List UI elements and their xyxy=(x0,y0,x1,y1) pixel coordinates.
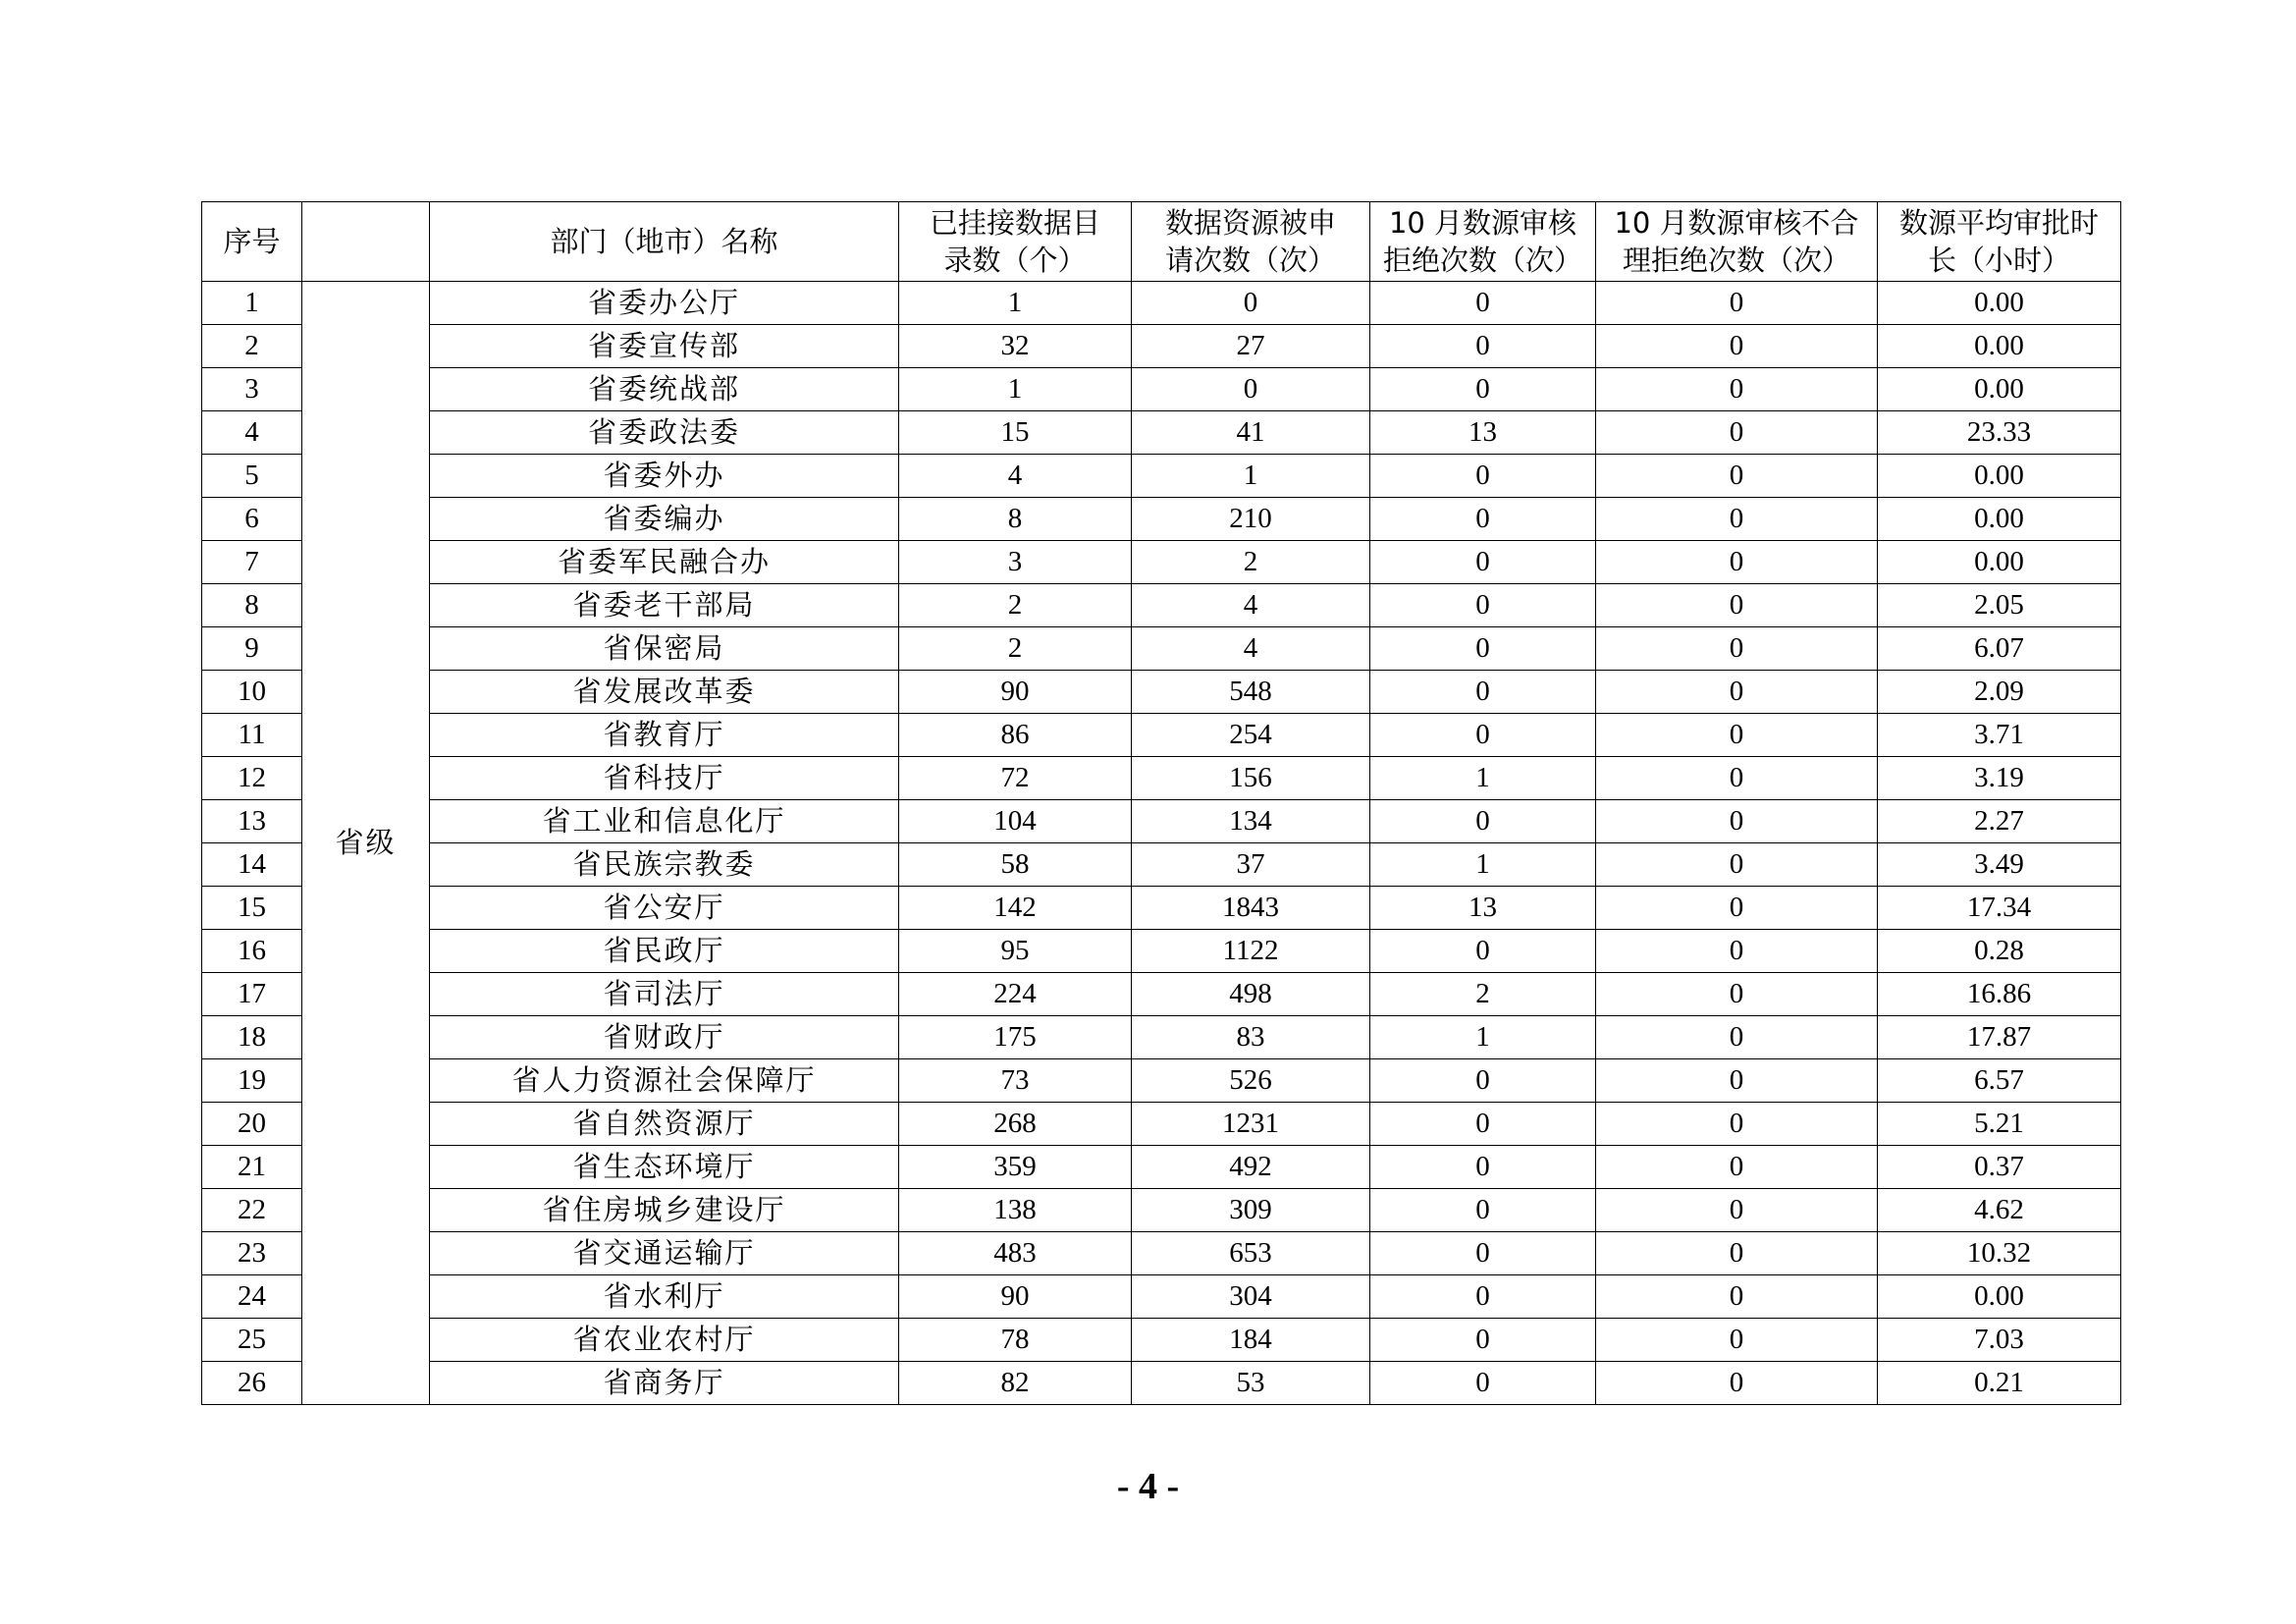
cell-unreasonable-rejection-count: 0 xyxy=(1596,1189,1878,1232)
cell-catalog-count: 90 xyxy=(899,1275,1132,1319)
cell-department-name: 省委政法委 xyxy=(430,411,899,455)
cell-avg-approval-hours: 0.00 xyxy=(1878,368,2121,411)
cell-catalog-count: 224 xyxy=(899,973,1132,1016)
cell-rejection-count: 0 xyxy=(1370,455,1596,498)
table-row xyxy=(202,325,2121,368)
cell-catalog-count: 86 xyxy=(899,714,1132,757)
table-row xyxy=(202,1319,2121,1362)
header-text-line: 序号 xyxy=(223,225,281,258)
cell-request-count: 1 xyxy=(1132,455,1370,498)
header-text-line: 10 月数源审核 xyxy=(1388,206,1577,240)
cell-request-count: 0 xyxy=(1132,368,1370,411)
cell-unreasonable-rejection-count: 0 xyxy=(1596,843,1878,887)
table-body xyxy=(202,282,2121,1405)
cell-department-name: 省委办公厅 xyxy=(430,282,899,325)
cell-rejection-count: 0 xyxy=(1370,671,1596,714)
cell-serial-no: 22 xyxy=(202,1189,302,1232)
cell-department-name: 省委老干部局 xyxy=(430,584,899,627)
cell-request-count: 492 xyxy=(1132,1146,1370,1189)
cell-request-count: 210 xyxy=(1132,498,1370,541)
cell-rejection-count: 13 xyxy=(1370,887,1596,930)
table-row xyxy=(202,973,2121,1016)
cell-serial-no: 12 xyxy=(202,757,302,800)
cell-unreasonable-rejection-count: 0 xyxy=(1596,1146,1878,1189)
cell-catalog-count: 4 xyxy=(899,455,1132,498)
cell-department-name: 省司法厅 xyxy=(430,973,899,1016)
header-catalog-count xyxy=(899,202,1132,282)
cell-department-name: 省水利厅 xyxy=(430,1275,899,1319)
cell-unreasonable-rejection-count: 0 xyxy=(1596,973,1878,1016)
cell-rejection-count: 1 xyxy=(1370,1016,1596,1059)
cell-unreasonable-rejection-count: 0 xyxy=(1596,714,1878,757)
cell-unreasonable-rejection-count: 0 xyxy=(1596,1362,1878,1405)
cell-avg-approval-hours: 0.21 xyxy=(1878,1362,2121,1405)
table-row xyxy=(202,1016,2121,1059)
cell-request-count: 184 xyxy=(1132,1319,1370,1362)
cell-unreasonable-rejection-count: 0 xyxy=(1596,411,1878,455)
table-row xyxy=(202,1232,2121,1275)
cell-rejection-count: 0 xyxy=(1370,1059,1596,1103)
table-row xyxy=(202,584,2121,627)
cell-unreasonable-rejection-count: 0 xyxy=(1596,368,1878,411)
cell-rejection-count: 1 xyxy=(1370,757,1596,800)
cell-serial-no: 16 xyxy=(202,930,302,973)
header-rejection-count xyxy=(1370,202,1596,282)
cell-avg-approval-hours: 17.34 xyxy=(1878,887,2121,930)
cell-catalog-count: 359 xyxy=(899,1146,1132,1189)
cell-avg-approval-hours: 0.37 xyxy=(1878,1146,2121,1189)
table-header xyxy=(202,202,2121,282)
cell-level-group: 省级 xyxy=(302,282,430,1405)
cell-serial-no: 19 xyxy=(202,1059,302,1103)
cell-avg-approval-hours: 0.00 xyxy=(1878,1275,2121,1319)
cell-catalog-count: 104 xyxy=(899,800,1132,843)
cell-department-name: 省民族宗教委 xyxy=(430,843,899,887)
header-text-line: 数据资源被申 xyxy=(1164,206,1336,240)
header-request-count xyxy=(1132,202,1370,282)
cell-catalog-count: 3 xyxy=(899,541,1132,584)
table-row xyxy=(202,843,2121,887)
cell-catalog-count: 72 xyxy=(899,757,1132,800)
cell-department-name: 省农业农村厅 xyxy=(430,1319,899,1362)
table-row xyxy=(202,757,2121,800)
cell-department-name: 省委军民融合办 xyxy=(430,541,899,584)
cell-catalog-count: 73 xyxy=(899,1059,1132,1103)
table-row xyxy=(202,1059,2121,1103)
cell-serial-no: 6 xyxy=(202,498,302,541)
table-row xyxy=(202,411,2121,455)
cell-request-count: 548 xyxy=(1132,671,1370,714)
header-text-line: 部门（地市）名称 xyxy=(550,225,778,258)
cell-unreasonable-rejection-count: 0 xyxy=(1596,282,1878,325)
cell-request-count: 653 xyxy=(1132,1232,1370,1275)
cell-catalog-count: 2 xyxy=(899,584,1132,627)
cell-catalog-count: 1 xyxy=(899,368,1132,411)
cell-unreasonable-rejection-count: 0 xyxy=(1596,455,1878,498)
cell-request-count: 41 xyxy=(1132,411,1370,455)
table-row xyxy=(202,627,2121,671)
cell-department-name: 省发展改革委 xyxy=(430,671,899,714)
cell-rejection-count: 0 xyxy=(1370,325,1596,368)
table-row xyxy=(202,282,2121,325)
cell-unreasonable-rejection-count: 0 xyxy=(1596,1059,1878,1103)
header-avg-approval-hours xyxy=(1878,202,2121,282)
cell-serial-no: 21 xyxy=(202,1146,302,1189)
cell-avg-approval-hours: 17.87 xyxy=(1878,1016,2121,1059)
cell-rejection-count: 0 xyxy=(1370,1103,1596,1146)
header-text-line: 拒绝次数（次） xyxy=(1382,244,1582,277)
cell-unreasonable-rejection-count: 0 xyxy=(1596,1016,1878,1059)
header-text-line: 录数（个） xyxy=(943,244,1087,277)
cell-avg-approval-hours: 0.00 xyxy=(1878,455,2121,498)
cell-unreasonable-rejection-count: 0 xyxy=(1596,757,1878,800)
cell-rejection-count: 0 xyxy=(1370,282,1596,325)
table-row xyxy=(202,800,2121,843)
cell-department-name: 省保密局 xyxy=(430,627,899,671)
cell-department-name: 省财政厅 xyxy=(430,1016,899,1059)
header-text-line: 数源平均审批时 xyxy=(1898,206,2099,240)
cell-serial-no: 13 xyxy=(202,800,302,843)
cell-serial-no: 7 xyxy=(202,541,302,584)
cell-catalog-count: 58 xyxy=(899,843,1132,887)
cell-serial-no: 15 xyxy=(202,887,302,930)
cell-catalog-count: 268 xyxy=(899,1103,1132,1146)
table-row xyxy=(202,1275,2121,1319)
table-row xyxy=(202,887,2121,930)
cell-department-name: 省人力资源社会保障厅 xyxy=(430,1059,899,1103)
cell-request-count: 309 xyxy=(1132,1189,1370,1232)
cell-department-name: 省交通运输厅 xyxy=(430,1232,899,1275)
cell-catalog-count: 32 xyxy=(899,325,1132,368)
cell-catalog-count: 78 xyxy=(899,1319,1132,1362)
cell-rejection-count: 2 xyxy=(1370,973,1596,1016)
cell-rejection-count: 0 xyxy=(1370,930,1596,973)
cell-rejection-count: 0 xyxy=(1370,627,1596,671)
cell-serial-no: 10 xyxy=(202,671,302,714)
cell-request-count: 1231 xyxy=(1132,1103,1370,1146)
cell-rejection-count: 1 xyxy=(1370,843,1596,887)
cell-avg-approval-hours: 0.28 xyxy=(1878,930,2121,973)
cell-request-count: 254 xyxy=(1132,714,1370,757)
cell-unreasonable-rejection-count: 0 xyxy=(1596,1319,1878,1362)
table-row xyxy=(202,455,2121,498)
cell-unreasonable-rejection-count: 0 xyxy=(1596,1232,1878,1275)
cell-request-count: 2 xyxy=(1132,541,1370,584)
table-row xyxy=(202,1362,2121,1405)
cell-serial-no: 1 xyxy=(202,282,302,325)
cell-rejection-count: 13 xyxy=(1370,411,1596,455)
cell-catalog-count: 483 xyxy=(899,1232,1132,1275)
cell-request-count: 4 xyxy=(1132,584,1370,627)
header-text-line: 请次数（次） xyxy=(1164,244,1336,277)
table-row xyxy=(202,1146,2121,1189)
cell-avg-approval-hours: 16.86 xyxy=(1878,973,2121,1016)
cell-catalog-count: 2 xyxy=(899,627,1132,671)
cell-unreasonable-rejection-count: 0 xyxy=(1596,541,1878,584)
header-text-line: 长（小时） xyxy=(1927,244,2070,277)
data-resource-table xyxy=(201,201,2121,1405)
table-row xyxy=(202,714,2121,757)
cell-department-name: 省委统战部 xyxy=(430,368,899,411)
cell-unreasonable-rejection-count: 0 xyxy=(1596,1103,1878,1146)
cell-request-count: 83 xyxy=(1132,1016,1370,1059)
table-row xyxy=(202,368,2121,411)
cell-serial-no: 24 xyxy=(202,1275,302,1319)
cell-request-count: 498 xyxy=(1132,973,1370,1016)
cell-avg-approval-hours: 2.09 xyxy=(1878,671,2121,714)
header-serial-no xyxy=(202,202,302,282)
cell-department-name: 省生态环境厅 xyxy=(430,1146,899,1189)
cell-rejection-count: 0 xyxy=(1370,541,1596,584)
cell-avg-approval-hours: 23.33 xyxy=(1878,411,2121,455)
cell-avg-approval-hours: 3.71 xyxy=(1878,714,2121,757)
cell-serial-no: 26 xyxy=(202,1362,302,1405)
cell-rejection-count: 0 xyxy=(1370,1189,1596,1232)
cell-request-count: 1843 xyxy=(1132,887,1370,930)
cell-avg-approval-hours: 6.07 xyxy=(1878,627,2121,671)
cell-rejection-count: 0 xyxy=(1370,714,1596,757)
cell-rejection-count: 0 xyxy=(1370,1319,1596,1362)
cell-catalog-count: 95 xyxy=(899,930,1132,973)
cell-department-name: 省委宣传部 xyxy=(430,325,899,368)
cell-department-name: 省公安厅 xyxy=(430,887,899,930)
cell-department-name: 省委外办 xyxy=(430,455,899,498)
cell-department-name: 省民政厅 xyxy=(430,930,899,973)
header-unreasonable-rejection-count xyxy=(1596,202,1878,282)
cell-rejection-count: 0 xyxy=(1370,1275,1596,1319)
cell-unreasonable-rejection-count: 0 xyxy=(1596,325,1878,368)
cell-avg-approval-hours: 3.49 xyxy=(1878,843,2121,887)
table-row xyxy=(202,671,2121,714)
cell-avg-approval-hours: 5.21 xyxy=(1878,1103,2121,1146)
cell-department-name: 省商务厅 xyxy=(430,1362,899,1405)
header-text-line: 已挂接数据目 xyxy=(929,206,1100,240)
cell-avg-approval-hours: 0.00 xyxy=(1878,541,2121,584)
cell-rejection-count: 0 xyxy=(1370,1362,1596,1405)
cell-avg-approval-hours: 0.00 xyxy=(1878,498,2121,541)
cell-department-name: 省委编办 xyxy=(430,498,899,541)
cell-department-name: 省科技厅 xyxy=(430,757,899,800)
header-row xyxy=(202,202,2121,282)
cell-avg-approval-hours: 6.57 xyxy=(1878,1059,2121,1103)
cell-serial-no: 23 xyxy=(202,1232,302,1275)
cell-avg-approval-hours: 7.03 xyxy=(1878,1319,2121,1362)
cell-rejection-count: 0 xyxy=(1370,584,1596,627)
cell-serial-no: 9 xyxy=(202,627,302,671)
cell-unreasonable-rejection-count: 0 xyxy=(1596,930,1878,973)
header-text-line: 10 月数源审核不合 xyxy=(1614,206,1859,240)
cell-serial-no: 8 xyxy=(202,584,302,627)
cell-request-count: 156 xyxy=(1132,757,1370,800)
cell-serial-no: 11 xyxy=(202,714,302,757)
header-level xyxy=(302,202,430,282)
cell-request-count: 304 xyxy=(1132,1275,1370,1319)
cell-serial-no: 17 xyxy=(202,973,302,1016)
cell-catalog-count: 8 xyxy=(899,498,1132,541)
cell-unreasonable-rejection-count: 0 xyxy=(1596,627,1878,671)
cell-catalog-count: 175 xyxy=(899,1016,1132,1059)
cell-avg-approval-hours: 0.00 xyxy=(1878,282,2121,325)
cell-serial-no: 14 xyxy=(202,843,302,887)
cell-unreasonable-rejection-count: 0 xyxy=(1596,800,1878,843)
cell-catalog-count: 138 xyxy=(899,1189,1132,1232)
table-row xyxy=(202,930,2121,973)
cell-serial-no: 3 xyxy=(202,368,302,411)
cell-catalog-count: 82 xyxy=(899,1362,1132,1405)
cell-avg-approval-hours: 2.05 xyxy=(1878,584,2121,627)
cell-serial-no: 25 xyxy=(202,1319,302,1362)
header-department-name xyxy=(430,202,899,282)
cell-avg-approval-hours: 2.27 xyxy=(1878,800,2121,843)
cell-serial-no: 20 xyxy=(202,1103,302,1146)
cell-rejection-count: 0 xyxy=(1370,800,1596,843)
cell-request-count: 4 xyxy=(1132,627,1370,671)
cell-department-name: 省住房城乡建设厅 xyxy=(430,1189,899,1232)
cell-catalog-count: 15 xyxy=(899,411,1132,455)
cell-serial-no: 18 xyxy=(202,1016,302,1059)
cell-serial-no: 4 xyxy=(202,411,302,455)
cell-rejection-count: 0 xyxy=(1370,1146,1596,1189)
table-row xyxy=(202,541,2121,584)
cell-request-count: 526 xyxy=(1132,1059,1370,1103)
cell-serial-no: 5 xyxy=(202,455,302,498)
cell-request-count: 53 xyxy=(1132,1362,1370,1405)
header-text-line: 理拒绝次数（次） xyxy=(1622,244,1850,277)
table-row xyxy=(202,1103,2121,1146)
cell-department-name: 省教育厅 xyxy=(430,714,899,757)
cell-department-name: 省工业和信息化厅 xyxy=(430,800,899,843)
cell-request-count: 27 xyxy=(1132,325,1370,368)
cell-request-count: 134 xyxy=(1132,800,1370,843)
cell-request-count: 0 xyxy=(1132,282,1370,325)
cell-catalog-count: 1 xyxy=(899,282,1132,325)
cell-catalog-count: 142 xyxy=(899,887,1132,930)
cell-unreasonable-rejection-count: 0 xyxy=(1596,584,1878,627)
cell-avg-approval-hours: 3.19 xyxy=(1878,757,2121,800)
cell-unreasonable-rejection-count: 0 xyxy=(1596,887,1878,930)
cell-rejection-count: 0 xyxy=(1370,1232,1596,1275)
page-number: - 4 - xyxy=(1116,1466,1180,1507)
cell-unreasonable-rejection-count: 0 xyxy=(1596,498,1878,541)
cell-request-count: 1122 xyxy=(1132,930,1370,973)
table-row xyxy=(202,1189,2121,1232)
cell-unreasonable-rejection-count: 0 xyxy=(1596,671,1878,714)
cell-avg-approval-hours: 4.62 xyxy=(1878,1189,2121,1232)
cell-request-count: 37 xyxy=(1132,843,1370,887)
cell-department-name: 省自然资源厅 xyxy=(430,1103,899,1146)
cell-avg-approval-hours: 10.32 xyxy=(1878,1232,2121,1275)
cell-avg-approval-hours: 0.00 xyxy=(1878,325,2121,368)
cell-rejection-count: 0 xyxy=(1370,368,1596,411)
cell-rejection-count: 0 xyxy=(1370,498,1596,541)
cell-unreasonable-rejection-count: 0 xyxy=(1596,1275,1878,1319)
cell-catalog-count: 90 xyxy=(899,671,1132,714)
cell-serial-no: 2 xyxy=(202,325,302,368)
table-row xyxy=(202,498,2121,541)
